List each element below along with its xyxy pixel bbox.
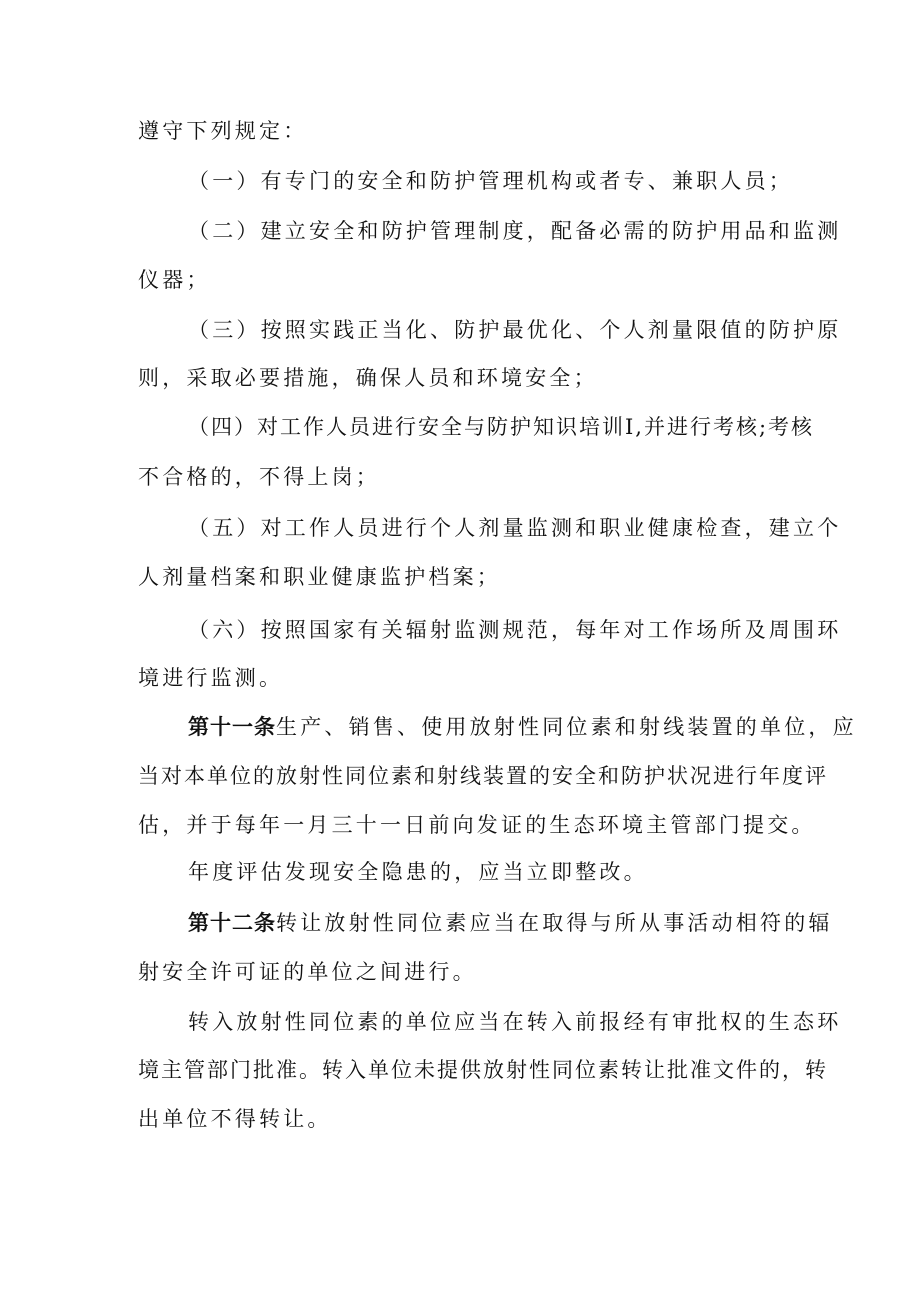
text-line: 遵守下列规定： — [138, 119, 308, 143]
text-line: 人剂量档案和职业健康监护档案； — [138, 565, 501, 589]
text-line: 境主管部门批准。转入单位未提供放射性同位素转让批准文件的，转 — [138, 1058, 828, 1082]
text-line: 年度评估发现安全隐患的，应当立即整改。 — [188, 860, 648, 884]
text-line: 仪器； — [138, 268, 211, 292]
text-line: （一）有专门的安全和防护管理机构或者专、兼职人员； — [188, 169, 793, 193]
text-line: （六）按照国家有关辐射监测规范，每年对工作场所及周围环 — [188, 618, 842, 642]
article-11-heading: 第十一条 — [188, 715, 276, 739]
article-11-line — [188, 715, 857, 739]
text-line: 境进行监测。 — [138, 666, 284, 690]
text-line: （二）建立安全和防护管理制度，配备必需的防护用品和监测 — [188, 219, 842, 243]
text-line: 出单位不得转让。 — [138, 1107, 332, 1131]
text-line: 则，采取必要措施，确保人员和环境安全； — [138, 366, 598, 390]
article-11-text: 生产、销售、使用放射性同位素和射线装置的单位，应 — [276, 715, 857, 739]
text-line: （四）对工作人员进行安全与防护知识培训I,并进行考核;考核 — [188, 415, 815, 439]
article-12-heading: 第十二条 — [188, 911, 276, 935]
text-line: 估，并于每年一月三十一日前向发证的生态环境主管部门提交。 — [138, 813, 816, 837]
text-line: 射安全许可证的单位之间进行。 — [138, 960, 477, 984]
article-12-text: 转让放射性同位素应当在取得与所从事活动相符的辐 — [276, 911, 833, 935]
text-line: （三）按照实践正当化、防护最优化、个人剂量限值的防护原 — [188, 318, 842, 342]
text-line: 不合格的，不得上岗； — [138, 465, 380, 489]
article-12-line — [188, 911, 833, 935]
text-line: 转入放射性同位素的单位应当在转入前报经有审批权的生态环 — [188, 1010, 842, 1034]
text-line: （五）对工作人员进行个人剂量监测和职业健康检查，建立个 — [188, 516, 842, 540]
text-line: 当对本单位的放射性同位素和射线装置的安全和防护状况进行年度评 — [138, 764, 828, 788]
